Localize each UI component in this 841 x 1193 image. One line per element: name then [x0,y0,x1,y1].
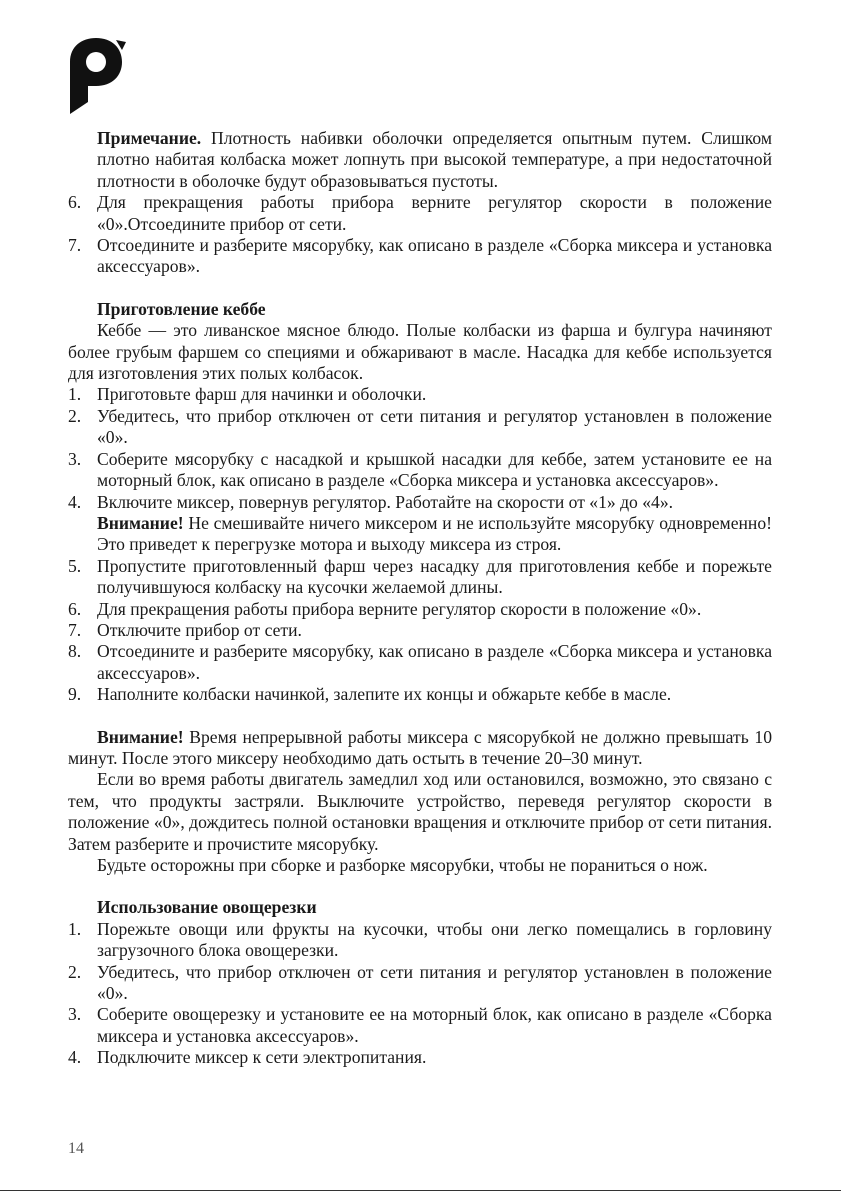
list-item-number: 8. [68,641,82,662]
page-bottom-divider [0,1190,841,1191]
list-item [68,406,772,449]
vegetable-slicer-steps [68,919,772,1069]
list-item [68,919,772,962]
document-body [68,128,772,1069]
list-item-text: Порежьте овощи или фрукты на кусочки, чтобы они легко помещались в горловину загрузочного блока овощерезки. [97,918,772,961]
list-item [68,449,772,492]
list-item-text: Для прекращения работы прибора верните регулятор скорости в положение «0». [97,598,702,619]
list-item [68,1004,772,1047]
list-item-number: 2. [68,961,82,982]
list-item-number: 2. [68,405,82,426]
list-item-number: 1. [68,384,82,405]
list-item [68,192,772,235]
list-item [68,641,772,684]
list-item-number: 3. [68,1004,82,1025]
list-item [68,235,772,278]
list-item [68,556,772,599]
kebbe-steps [68,384,772,705]
list-item [68,492,772,556]
warning-text: Не смешивайте ничего миксером и не используйте мясорубку одновременно! Это приведет к перегрузке мотора и выходу миксера из строя. [97,512,772,555]
warning-text: Время непрерывной работы миксера с мясорубкой не должно превышать 10 минут. После этого миксеру необходимо дать остыть в течение 20–30 минут. [68,726,772,768]
list-item-number: 4. [68,1047,82,1068]
list-item-number: 6. [68,598,82,619]
warning-paragraph-3: Будьте осторожны при сборке и разборке мясорубки, чтобы не пораниться о нож. [97,855,708,875]
list-item-number: 4. [68,491,82,512]
page-number: 14 [68,1140,84,1157]
list-item-number: 9. [68,684,82,705]
list-item-text: Отсоедините и разберите мясорубку, как описано в разделе «Сборка миксера и установка аксессуаров». [97,235,772,277]
list-item-number: 7. [68,235,82,256]
list-item [68,962,772,1005]
note-text: Плотность набивки оболочки определяется опытным путем. Слишком плотно набитая колбаска может лопнуть при высокой температуре, а при недостаточной плотности в оболочке будут образовываться пустоты. [97,128,772,191]
list-item-text: Приготовьте фарш для начинки и оболочки. [97,384,427,405]
list-item-text: Подключите миксер к сети электропитания. [97,1047,427,1068]
list-continued [68,192,772,278]
note-paragraph [68,128,772,192]
warning-paragraph-2: Если во время работы двигатель замедлил ход или остановился, возможно, это связано с тем, что продукты застряли. Выключите устройство, переведя регулятор скорости в положение «0», дождитесь полной остановки вращения и отключите прибор от сети питания. Затем разберите и прочистите мясорубку. [68,769,772,854]
list-item-text: Убедитесь, что прибор отключен от сети питания и регулятор установлен в положение «0». [97,405,772,448]
list-item-number: 6. [68,192,82,213]
list-item-text: Убедитесь, что прибор отключен от сети питания и регулятор установлен в положение «0». [97,961,772,1004]
list-item-text: Соберите мясорубку с насадкой и крышкой насадки для кеббе, затем установите ее на моторный блок, как описано в разделе «Сборка миксера и установка аксессуаров». [97,448,772,491]
list-item-number: 5. [68,555,82,576]
list-item-text: Включите миксер, повернув регулятор. Работайте на скорости от «1» до «4». [97,491,674,512]
section-title-kebbe: Приготовление кеббе [97,298,266,319]
list-item-text: Пропустите приготовленный фарш через насадку для приготовления кеббе и порежьте получившуюся колбаску на кусочки желаемой длины. [97,555,772,598]
list-item-number: 7. [68,619,82,640]
list-item-text: Наполните колбаски начинкой, залепите их концы и обжарьте кеббе в масле. [97,684,672,705]
list-item [68,684,772,705]
warning-label: Внимание! [97,512,184,533]
section-title-vegetable-slicer: Использование овощерезки [97,897,317,918]
warning-label: Внимание! [97,726,184,747]
list-item [68,620,772,641]
list-item-text: Отключите прибор от сети. [97,619,302,640]
list-item-text: Для прекращения работы прибора верните регулятор скорости в положение «0».Отсоедините прибор от сети. [97,192,772,234]
kebbe-intro: Кеббе — это ливанское мясное блюдо. Полые колбаски из фарша и булгура начиняют более грубым фаршем со специями и обжаривают в масле. Насадка для кеббе используется для изготовления этих полых колбасок. [68,320,772,384]
list-item [68,599,772,620]
list-item-text: Отсоедините и разберите мясорубку, как описано в разделе «Сборка миксера и установка аксессуаров». [97,641,772,683]
list-item [68,384,772,405]
list-item-number: 1. [68,918,82,939]
list-item [68,1047,772,1068]
list-item-text: Соберите овощерезку и установите ее на моторный блок, как описано в разделе «Сборка миксера и установка аксессуаров». [97,1004,772,1046]
note-label: Примечание. [97,128,202,148]
list-item-number: 3. [68,448,82,469]
warning-paragraph [68,727,772,770]
brand-logo [66,38,130,114]
